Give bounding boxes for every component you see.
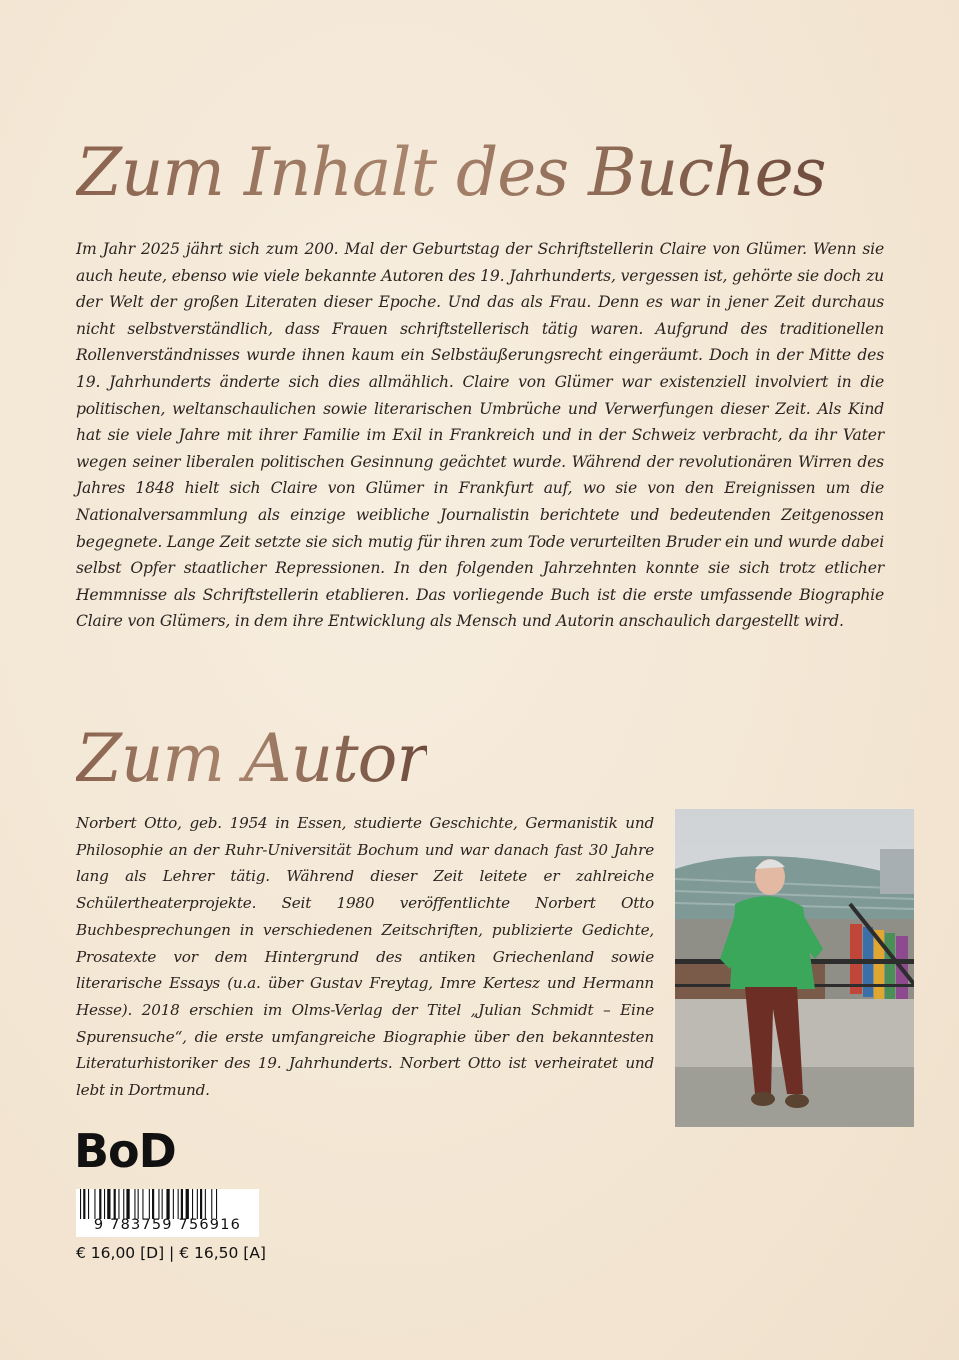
author-photo	[675, 809, 914, 1127]
price-label: € 16,00 [D] | € 16,50 [A]	[76, 1244, 266, 1262]
publisher-logo: BoD	[74, 1124, 176, 1178]
heading-autor: Zum Autor	[76, 720, 427, 797]
isbn-number: 9 783759 756916	[93, 1217, 242, 1233]
heading-inhalt: Zum Inhalt des Buches	[76, 134, 826, 211]
autor-paragraph: Norbert Otto, geb. 1954 in Essen, studierte Geschichte, Germanistik und Philosophie an der Ruhr-Universität Bochum und war danach fast 30 Jahre lang als Lehrer tätig. Während dieser Zeit leitete er zahlreiche Schülertheaterprojekte. Seit 1980 veröffentlichte Norbert Otto Buchbesprechungen in verschiedenen Zeitschriften, publizierte Gedichte, Prosatexte vor dem Hintergrund des antiken Griechenland sowie literarische Essays (u.a. über Gustav Freytag, Imre Kertesz und Hermann Hesse). 2018 erschien im Olms-Verlag der Titel „Julian Schmidt – Eine Spurensuche“, die erste umfangreiche Biographie über den bekanntesten Literaturhistoriker des 19. Jahrhunderts. Norbert Otto ist verheiratet und lebt in Dortmund.	[76, 814, 654, 1100]
inhalt-paragraph: Im Jahr 2025 jährt sich zum 200. Mal der Geburtstag der Schriftstellerin Claire von Glümer. Wenn sie auch heute, ebenso wie viele bekannte Autoren des 19. Jahrhunderts, vergessen ist, gehörte sie doch zu der Welt der großen Literaten dieser Epoche. Und das als Frau. Denn es war in jener Zeit durchaus nicht selbstverständlich, dass Frauen schriftstellerisch tätig waren. Aufgrund des traditionellen Rollenverständnisses wurde ihnen kaum ein Selbstäußerungsrecht eingeräumt. Doch in der Mitte des 19. Jahrhunderts änderte sich dies allmählich. Claire von Glümer war existenziell involviert in die politischen, weltanschaulichen sowie literarischen Umbrüche und Verwerfungen dieser Zeit. Als Kind hat sie viele Jahre mit ihrer Familie im Exil in Frankreich und in der Schweiz verbracht, da ihr Vater wegen seiner liberalen politischen Gesinnung geächtet wurde. Während der revolutionären Wirren des Jahres 1848 hielt sich Claire von Glümer in Frankfurt auf, wo sie von den Ereignissen um die Nationalversammlung als einzige weibliche Journalistin berichtete und bedeutenden Zeitgenossen begegnete. Lange Zeit setzte sie sich mutig für ihren zum Tode verurteilten Bruder ein und wurde dabei selbst Opfer staatlicher Repressionen. In den folgenden Jahrzehnten konnte sie sich trotz etlicher Hemmnisse als Schriftstellerin etablieren. Das vorliegende Buch ist die erste umfassende Biographie Claire von Glümers, in dem ihre Entwicklung als Mensch und Autorin anschaulich dargestellt wird.	[76, 240, 884, 631]
barcode	[76, 1189, 259, 1237]
barcode-bars	[80, 1189, 256, 1219]
